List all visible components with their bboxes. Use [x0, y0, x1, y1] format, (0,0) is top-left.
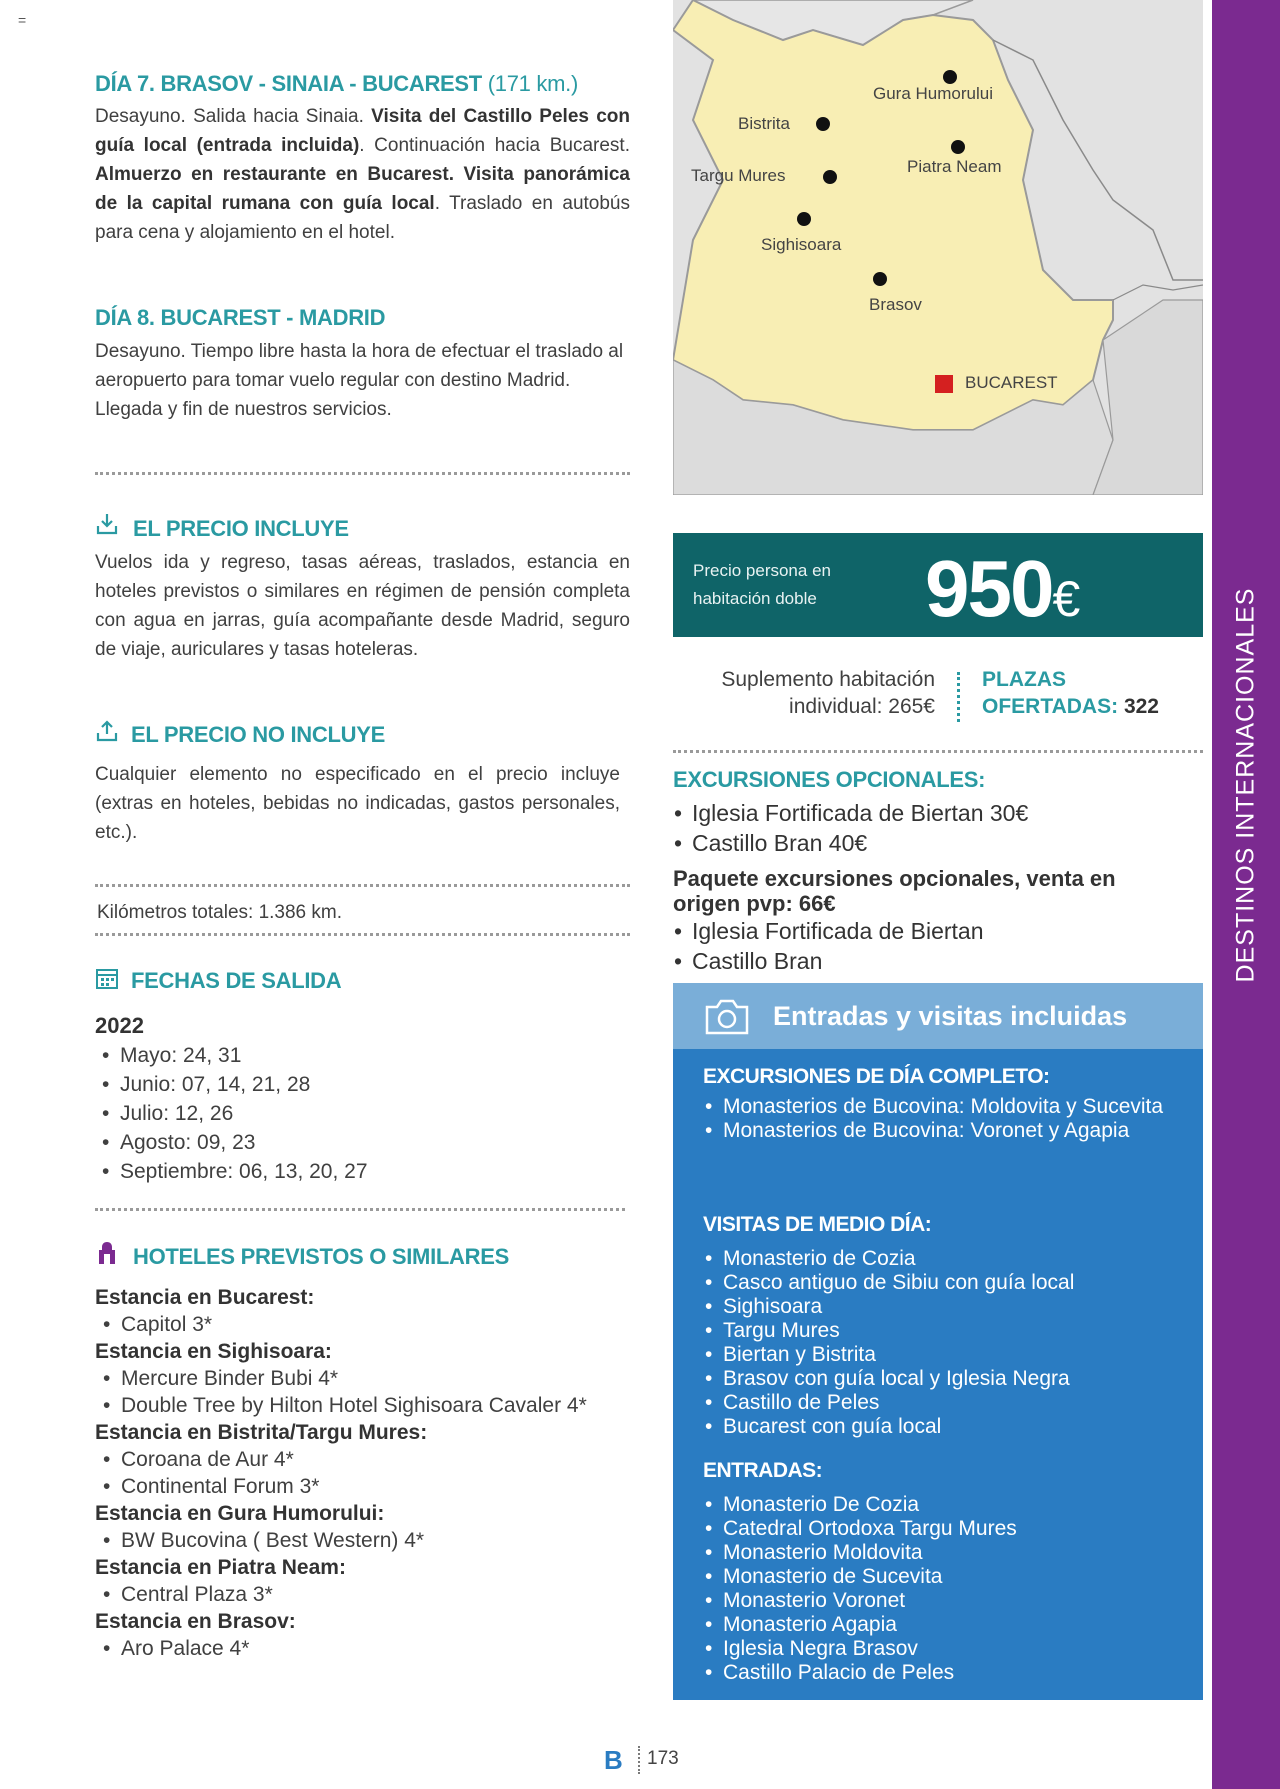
hotel-icon [95, 1240, 119, 1271]
included-header [673, 983, 1203, 1049]
included-panel [673, 983, 1203, 1700]
hotel-group-items [95, 1365, 640, 1419]
plazas-value: 322 [1123, 695, 1159, 718]
supplement-line2: individual: 265€ [789, 695, 935, 718]
half-day-title: VISITAS DE MEDIO DÍA: [703, 1213, 932, 1236]
city-piatra-neam: Piatra Neam [907, 157, 1002, 176]
full-day-item: • Monasterios de Bucovina: Moldovita y Sucevita [703, 1095, 1183, 1119]
city-sighisoara: Sighisoara [761, 235, 842, 254]
supplement-line1: Suplemento habitación [721, 668, 935, 691]
full-day-list [703, 1095, 1183, 1143]
map-dot-bistrita [816, 117, 830, 131]
day7-bold-1: Visita del Castillo Peles con guía local (entrada incluida) [95, 106, 630, 156]
optional-list [672, 798, 1192, 858]
hotel-group-label: Estancia en Gura Humorului: [95, 1502, 385, 1525]
entry-item: • Catedral Ortodoxa Targu Mures [703, 1517, 1183, 1541]
half-day-item: • Biertan y Bistrita [703, 1343, 1183, 1367]
plazas-label2: OFERTADAS: [982, 695, 1119, 718]
day7-text-3: . Traslado en autobús para cena y alojamiento en el hotel. [95, 193, 630, 243]
half-day-item: • Bucarest con guía local [703, 1415, 1183, 1439]
map-dot-targu [823, 170, 837, 184]
supplement [680, 666, 935, 720]
price-value: 950 [925, 544, 1053, 633]
hotel-group-items [95, 1581, 640, 1608]
entry-item: • Monasterio Moldovita [703, 1541, 1183, 1565]
hotel-item: • Mercure Binder Bubi 4* [101, 1365, 640, 1392]
sidebar-label: DESTINOS INTERNACIONALES [1231, 587, 1260, 983]
not-includes-title: EL PRECIO NO INCLUYE [131, 722, 385, 747]
day7-heading [95, 71, 578, 97]
day7-text-2: . Continuación hacia Bucarest. [359, 135, 630, 156]
not-includes-text: Cualquier elemento no especificado en el precio incluye (extras en hoteles, bebidas no indicadas, gastos personales, etc.). [95, 764, 620, 843]
full-day-item: • Monasterios de Bucovina: Voronet y Agapia [703, 1119, 1183, 1143]
dates-list [100, 1041, 600, 1186]
half-day-list [703, 1247, 1183, 1439]
city-targu-mures: Targu Mures [691, 166, 786, 185]
hotel-group-items [95, 1527, 640, 1554]
day7-label: DÍA 7. BRASOV - SINAIA - BUCAREST [95, 71, 482, 96]
entry-item: • Iglesia Negra Brasov [703, 1637, 1183, 1661]
plazas [982, 666, 1159, 720]
map-dot-sighisoara [797, 212, 811, 226]
footer-separator [638, 1746, 640, 1774]
half-day-item: • Sighisoara [703, 1295, 1183, 1319]
hotel-item: • Aro Palace 4* [101, 1635, 640, 1662]
calendar-icon [95, 966, 119, 995]
hotel-group-items [95, 1446, 640, 1500]
divider [95, 884, 630, 887]
day8-text: Desayuno. Tiempo libre hasta la hora de efectuar el traslado al aeropuerto para tomar vuelo regular con destino Madrid. Llegada y fin de nuestros servicios. [95, 341, 624, 420]
day7-text [95, 102, 630, 247]
hotel-group-label: Estancia en Brasov: [95, 1610, 296, 1633]
hotel-group-label: Estancia en Bistrita/Targu Mures: [95, 1421, 428, 1444]
divider [95, 1208, 625, 1211]
entry-item: • Monasterio De Cozia [703, 1493, 1183, 1517]
date-item: • Mayo: 24, 31 [100, 1041, 600, 1070]
optional-item: • Iglesia Fortificada de Biertan 30€ [672, 798, 1192, 828]
half-day-item: • Brasov con guía local y Iglesia Negra [703, 1367, 1183, 1391]
half-day-item: • Targu Mures [703, 1319, 1183, 1343]
corner-mark: = [18, 12, 27, 28]
hotel-group-items [95, 1311, 640, 1338]
supplement-separator [957, 672, 960, 722]
package-title: Paquete excursiones opcionales, venta en origen pvp: 66€ [673, 866, 1116, 916]
package-item: • Iglesia Fortificada de Biertan [672, 916, 1192, 946]
half-day-item: • Castillo de Peles [703, 1391, 1183, 1415]
optional-title: EXCURSIONES OPCIONALES: [673, 767, 986, 792]
hotels-list [95, 1284, 640, 1662]
city-bistrita: Bistrita [738, 114, 790, 133]
hotel-item: • Double Tree by Hilton Hotel Sighisoara Cavaler 4* [101, 1392, 640, 1419]
divider [95, 933, 630, 936]
divider [673, 750, 1203, 753]
entries-title: ENTRADAS: [703, 1459, 823, 1482]
sidebar-label-wrap [1212, 0, 1280, 1789]
footer-logo: B [604, 1745, 623, 1775]
map-dot-gura [943, 70, 957, 84]
divider [95, 472, 630, 475]
price-box [673, 533, 1203, 637]
city-bucarest: BUCAREST [965, 373, 1058, 392]
hotel-group-label: Estancia en Bucarest: [95, 1286, 315, 1309]
city-brasov: Brasov [869, 295, 922, 314]
date-item: • Septiembre: 06, 13, 20, 27 [100, 1157, 600, 1186]
entries-list [703, 1493, 1183, 1685]
plazas-label1: PLAZAS [982, 668, 1066, 691]
optional-item: • Castillo Bran 40€ [672, 828, 1192, 858]
romania-map [673, 0, 1203, 495]
map-dot-brasov [873, 272, 887, 286]
hotels-title: HOTELES PREVISTOS O SIMILARES [133, 1244, 509, 1269]
hotel-group-label: Estancia en Sighisoara: [95, 1340, 332, 1363]
upload-icon [95, 719, 119, 748]
includes-text: Vuelos ida y regreso, tasas aéreas, traslados, estancia en hoteles previstos o similares en régimen de pensión completa con agua en jarras, guía acompañante desde Madrid, seguro de viaje, auriculares y tasas hoteleras. [95, 552, 630, 660]
date-item: • Agosto: 09, 23 [100, 1128, 600, 1157]
hotel-item: • Continental Forum 3* [101, 1473, 640, 1500]
date-item: • Julio: 12, 26 [100, 1099, 600, 1128]
day8-heading: DÍA 8. BUCAREST - MADRID [95, 305, 386, 330]
full-day-title: EXCURSIONES DE DÍA COMPLETO: [703, 1065, 1050, 1088]
half-day-item: • Casco antiguo de Sibiu con guía local [703, 1271, 1183, 1295]
entry-item: • Castillo Palacio de Peles [703, 1661, 1183, 1685]
map-shape [673, 0, 1203, 495]
plazas-row [982, 693, 1159, 720]
map-dot-piatra [951, 140, 965, 154]
entry-item: • Monasterio Agapia [703, 1613, 1183, 1637]
date-item: • Junio: 07, 14, 21, 28 [100, 1070, 600, 1099]
hotel-item: • BW Bucovina ( Best Western) 4* [101, 1527, 640, 1554]
includes-title: EL PRECIO INCLUYE [133, 516, 349, 541]
dates-year: 2022 [95, 1013, 144, 1038]
package-list [672, 916, 1192, 976]
price-amount [925, 543, 1078, 635]
city-gura-humorului: Gura Humorului [873, 84, 993, 103]
day7-km: (171 km.) [487, 71, 578, 96]
download-icon [95, 512, 119, 541]
entry-item: • Monasterio Voronet [703, 1589, 1183, 1613]
hotel-group-items [95, 1635, 640, 1662]
section-sidebar [1212, 0, 1280, 1789]
hotel-item: • Capitol 3* [101, 1311, 640, 1338]
price-label: Precio persona en habitación doble [693, 561, 831, 608]
dates-title: FECHAS DE SALIDA [131, 968, 342, 993]
hotel-item: • Central Plaza 3* [101, 1581, 640, 1608]
hotel-group-label: Estancia en Piatra Neam: [95, 1556, 346, 1579]
day7-bold-2: Almuerzo en restaurante en Bucarest. Visita panorámica de la capital rumana con guía local [95, 164, 630, 214]
included-title: Entradas y visitas incluidas [773, 1001, 1128, 1031]
price-currency: € [1052, 571, 1079, 627]
day7-text-1: Desayuno. Salida hacia Sinaia. [95, 106, 372, 127]
hotel-item: • Coroana de Aur 4* [101, 1446, 640, 1473]
entry-item: • Monasterio de Sucevita [703, 1565, 1183, 1589]
capital-marker [935, 375, 953, 393]
page-number: 173 [647, 1748, 679, 1769]
half-day-item: • Monasterio de Cozia [703, 1247, 1183, 1271]
km-total: Kilómetros totales: 1.386 km. [97, 902, 342, 923]
camera-icon [703, 995, 751, 1042]
package-item: • Castillo Bran [672, 946, 1192, 976]
